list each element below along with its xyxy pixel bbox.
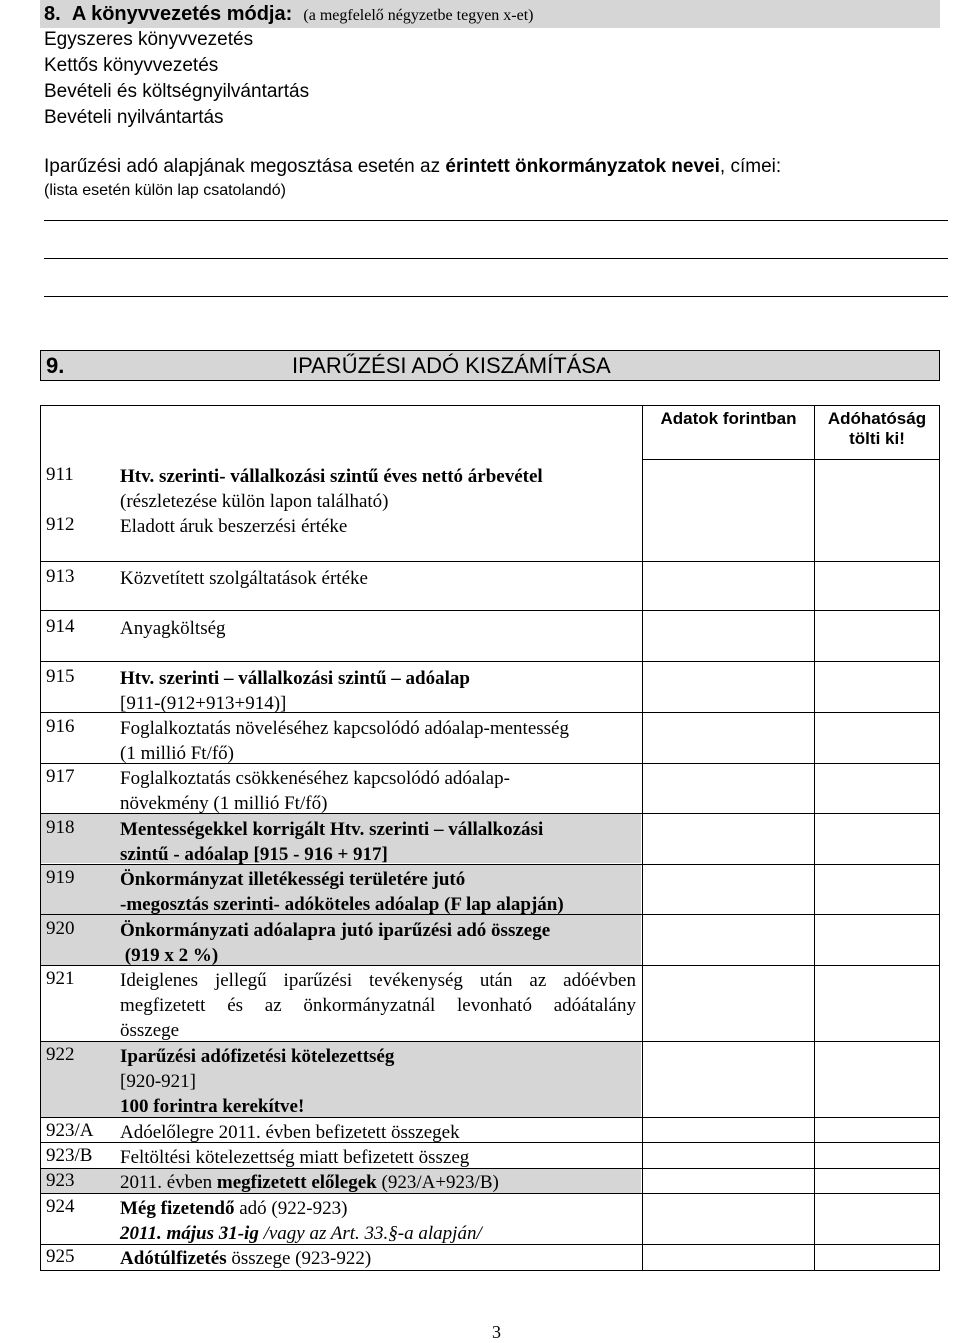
blank-line-1[interactable]: [44, 220, 948, 221]
row-code: 923/B: [46, 1145, 93, 1166]
row-924-reference: /vagy az Art. 33.§-a alapján/: [258, 1223, 482, 1244]
row-924-part2: adó (922-923): [234, 1198, 348, 1219]
row-911-line2: (részletezése külön lapon található): [120, 491, 389, 512]
row-919-label: [120, 867, 564, 917]
row-code: 922: [46, 1044, 75, 1065]
ipa-prefix: Iparűzési adó alapjának megosztása esetén az: [44, 156, 446, 177]
row-923-part2: megfizetett előlegek: [216, 1172, 377, 1193]
row-code: 915: [46, 666, 75, 687]
row-code: 918: [46, 817, 75, 838]
row-916-line1: Foglalkoztatás növeléséhez kapcsolódó adóalap-mentesség: [120, 718, 569, 739]
row-915-line1: Htv. szerinti – vállalkozási szintű – adóalap: [120, 668, 470, 689]
row-line: [40, 661, 940, 662]
ipa-allocation-label: [44, 156, 781, 178]
ipa-note: (lista esetén külön lap csatolandó): [44, 182, 286, 199]
row-924-part1: Még fizetendő: [120, 1198, 235, 1219]
row-911-line1: Htv. szerinti- vállalkozási szintű éves nettó árbevétel: [120, 466, 543, 487]
row-922-line2: [920-921]: [120, 1071, 196, 1092]
section-8-hint: (a megfelelő négyzetbe tegyen x-et): [303, 7, 534, 24]
option-income-register[interactable]: Bevételi nyilvántartás: [44, 107, 224, 128]
row-919-line2: -megosztás szerinti- adóköteles adóalap (F lap alapján): [120, 894, 564, 915]
row-code: 917: [46, 766, 75, 787]
row-code: 921: [46, 968, 75, 989]
section-8-title: A könyvvezetés módja:: [71, 3, 293, 25]
option-single-entry[interactable]: Egyszeres könyvvezetés: [44, 29, 254, 50]
row-924-label: [120, 1196, 482, 1246]
row-918-line2: szintű - adóalap [915 - 916 + 917]: [120, 844, 388, 865]
row-921-line2: megfizetett és az önkormányzatnál levonható adóátalány: [120, 995, 636, 1016]
row-915-label: [120, 666, 470, 716]
col-header-authority-line2: tölti ki!: [849, 429, 905, 448]
table-col-divider-1: [642, 405, 643, 1270]
row-912-label: Eladott áruk beszerzési értéke: [120, 516, 348, 537]
row-913-label: Közvetített szolgáltatások értéke: [120, 568, 368, 589]
row-923-label: [120, 1170, 499, 1195]
ipa-bold: érintett önkormányzatok nevei: [445, 156, 720, 177]
row-code: 912: [46, 514, 75, 535]
row-code: 919: [46, 867, 75, 888]
row-925-part2: összege (923-922): [226, 1248, 372, 1269]
row-922-label: [120, 1044, 394, 1119]
row-923b-label: Feltöltési kötelezettség miatt befizetett összeg: [120, 1147, 470, 1168]
section-8-number: 8.: [44, 3, 61, 25]
row-921-line3: összege: [120, 1020, 180, 1041]
row-code: 920: [46, 918, 75, 939]
row-917-label: [120, 766, 510, 816]
row-917-line1: Foglalkoztatás csökkenéséhez kapcsolódó adóalap-: [120, 768, 510, 789]
section-8-heading: [44, 3, 534, 26]
row-923-part1: 2011. évben: [120, 1172, 217, 1193]
section-9-title: IPARŰZÉSI ADÓ KISZÁMÍTÁSA: [292, 353, 611, 378]
row-922-line3: 100 forintra kerekítve!: [120, 1096, 305, 1117]
row-916-line2: (1 millió Ft/fő): [120, 743, 234, 764]
row-line: [40, 610, 940, 611]
row-923-part3: (923/A+923/B): [376, 1172, 499, 1193]
row-code: 913: [46, 566, 75, 587]
blank-line-3[interactable]: [44, 296, 948, 297]
row-code: 924: [46, 1196, 75, 1217]
row-925-part1: Adótúlfizetés: [120, 1248, 227, 1269]
row-915-line2: [911-(912+913+914)]: [120, 693, 287, 714]
input-911-912[interactable]: [644, 461, 813, 560]
col-header-data: Adatok forintban: [660, 409, 797, 428]
option-double-entry[interactable]: Kettős könyvvezetés: [44, 55, 219, 76]
row-918-line1: Mentességekkel korrigált Htv. szerinti – vállalkozási: [120, 819, 544, 840]
row-code: 923: [46, 1170, 75, 1191]
row-917-line2: növekmény (1 millió Ft/fő): [120, 793, 328, 814]
row-921-label: [120, 968, 636, 1043]
row-918-label: [120, 817, 543, 867]
row-923a-label: Adóelőlegre 2011. évben befizetett összegek: [120, 1122, 460, 1143]
section-9-number: 9.: [46, 353, 65, 378]
authority-911-912: [816, 461, 938, 560]
row-925-label: [120, 1246, 371, 1271]
col-header-authority-line1: Adóhatóság: [827, 409, 927, 428]
table-header-line: [642, 459, 940, 460]
option-income-expense-register[interactable]: Bevételi és költségnyilvántartás: [44, 81, 310, 102]
row-code: 911: [46, 464, 74, 485]
ipa-suffix: , címei:: [719, 156, 782, 177]
row-code: 925: [46, 1246, 75, 1267]
row-code: 923/A: [46, 1120, 94, 1141]
row-code: 916: [46, 716, 75, 737]
row-920-label: [120, 918, 550, 968]
row-code: 914: [46, 616, 75, 637]
row-920-line1: Önkormányzati adóalapra jutó iparűzési adó összege: [120, 920, 551, 941]
row-line: [40, 561, 940, 562]
row-916-label: [120, 716, 569, 766]
col-header-authority: [815, 409, 939, 449]
blank-line-2[interactable]: [44, 258, 948, 259]
row-921-line1: Ideiglenes jellegű iparűzési tevékenység után az adóévben: [120, 970, 636, 991]
row-914-label: Anyagköltség: [120, 618, 226, 639]
row-924-deadline: 2011. május 31-ig: [120, 1223, 259, 1244]
row-922-line1: Iparűzési adófizetési kötelezettség: [120, 1046, 395, 1067]
row-920-line2: (919 x 2 %): [124, 945, 219, 966]
page-number: 3: [492, 1322, 501, 1342]
row-919-line1: Önkormányzat illetékességi területére jutó: [120, 869, 466, 890]
table-col-divider-2: [814, 405, 815, 1270]
row-911-label: [120, 464, 543, 514]
